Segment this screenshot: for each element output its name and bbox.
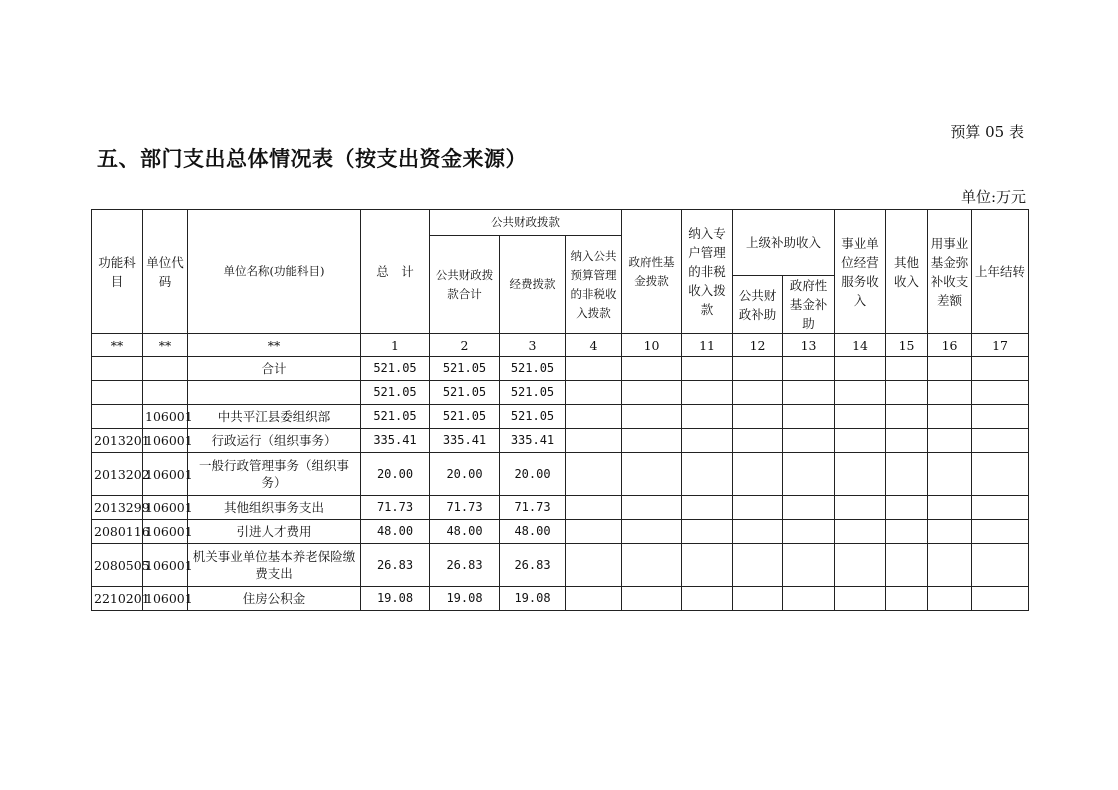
table-row (92, 520, 1029, 544)
unit-name-cell: 住房公积金 (188, 587, 361, 611)
total-cell: 521.05 (361, 381, 430, 405)
header-special-nontax: 纳入专户管理的非税收入拨款 (682, 210, 733, 334)
public-total-cell: 48.00 (430, 520, 500, 544)
public-total-cell: 521.05 (430, 381, 500, 405)
funding-cell: 26.83 (500, 544, 566, 587)
empty-cell (886, 405, 928, 429)
header-unit-code: 单位代码 (143, 210, 188, 334)
table-header (92, 210, 1029, 357)
unit-name-cell: 一般行政管理事务（组织事务） (188, 453, 361, 496)
header-fund-balance: 用事业基金弥补收支差额 (928, 210, 972, 334)
funding-cell: 521.05 (500, 381, 566, 405)
index-cell: 4 (566, 334, 622, 357)
empty-cell (928, 587, 972, 611)
unit-name-cell: 中共平江县委组织部 (188, 405, 361, 429)
total-cell: 26.83 (361, 544, 430, 587)
total-cell: 71.73 (361, 496, 430, 520)
empty-cell (682, 453, 733, 496)
total-cell: 335.41 (361, 429, 430, 453)
public-total-cell: 521.05 (430, 357, 500, 381)
total-cell: 521.05 (361, 357, 430, 381)
empty-cell (835, 496, 886, 520)
empty-cell (835, 587, 886, 611)
unit-name-cell (188, 381, 361, 405)
empty-cell (928, 496, 972, 520)
empty-cell (886, 453, 928, 496)
index-cell: 10 (622, 334, 682, 357)
index-cell: 1 (361, 334, 430, 357)
table-row (92, 381, 1029, 405)
empty-cell (682, 357, 733, 381)
table-row (92, 429, 1029, 453)
empty-cell (682, 544, 733, 587)
header-superior-gov: 政府性基金补助 (783, 276, 835, 334)
unit-code-cell: 106001 (143, 429, 188, 453)
table-row (92, 587, 1029, 611)
empty-cell (886, 429, 928, 453)
public-total-cell: 335.41 (430, 429, 500, 453)
empty-cell (783, 587, 835, 611)
unit-code-cell: 106001 (143, 405, 188, 429)
unit-name-cell: 其他组织事务支出 (188, 496, 361, 520)
header-gov-fund: 政府性基金拨款 (622, 210, 682, 334)
empty-cell (622, 496, 682, 520)
empty-cell (622, 587, 682, 611)
func-code-cell (92, 381, 143, 405)
empty-cell (682, 405, 733, 429)
empty-cell (622, 453, 682, 496)
empty-cell (682, 520, 733, 544)
table-body (92, 357, 1029, 611)
column-index-row (92, 334, 1029, 357)
unit-code-cell (143, 381, 188, 405)
page-title: 五、部门支出总体情况表（按支出资金来源） (97, 147, 527, 171)
index-cell: 11 (682, 334, 733, 357)
public-total-cell: 521.05 (430, 405, 500, 429)
empty-cell (733, 587, 783, 611)
header-unit-name: 单位名称(功能科目) (188, 210, 361, 334)
funding-cell: 71.73 (500, 496, 566, 520)
func-code-cell: 2210201 (92, 587, 143, 611)
empty-cell (783, 453, 835, 496)
func-code-cell: 2080116 (92, 520, 143, 544)
public-total-cell: 71.73 (430, 496, 500, 520)
empty-cell (783, 357, 835, 381)
header-superior-public: 公共财政补助 (733, 276, 783, 334)
unit-name-cell: 机关事业单位基本养老保险缴费支出 (188, 544, 361, 587)
table-row (92, 405, 1029, 429)
empty-cell (928, 381, 972, 405)
empty-cell (566, 405, 622, 429)
table-number: 预算 05 表 (950, 123, 1024, 141)
empty-cell (566, 520, 622, 544)
func-code-cell: 2013201 (92, 429, 143, 453)
empty-cell (972, 496, 1029, 520)
header-nontax: 纳入公共预算管理的非税收入拨款 (566, 236, 622, 334)
func-code-cell: 2013202 (92, 453, 143, 496)
table-row (92, 453, 1029, 496)
empty-cell (566, 496, 622, 520)
index-cell: 13 (783, 334, 835, 357)
empty-cell (928, 357, 972, 381)
total-cell: 48.00 (361, 520, 430, 544)
empty-cell (733, 520, 783, 544)
empty-cell (972, 520, 1029, 544)
empty-cell (972, 453, 1029, 496)
index-cell: 14 (835, 334, 886, 357)
empty-cell (622, 381, 682, 405)
func-code-cell: 2080505 (92, 544, 143, 587)
empty-cell (622, 405, 682, 429)
empty-cell (622, 357, 682, 381)
empty-cell (783, 429, 835, 453)
funding-cell: 335.41 (500, 429, 566, 453)
public-total-cell: 19.08 (430, 587, 500, 611)
header-public-fiscal: 公共财政拨款 (430, 210, 622, 236)
empty-cell (972, 429, 1029, 453)
header-func-code: 功能科目 (92, 210, 143, 334)
empty-cell (972, 405, 1029, 429)
empty-cell (886, 544, 928, 587)
funding-cell: 20.00 (500, 453, 566, 496)
func-code-cell: 2013299 (92, 496, 143, 520)
unit-name-cell: 引进人才费用 (188, 520, 361, 544)
unit-label: 单位:万元 (960, 188, 1026, 206)
empty-cell (682, 496, 733, 520)
funding-cell: 521.05 (500, 357, 566, 381)
index-cell: 16 (928, 334, 972, 357)
header-public-fiscal-total: 公共财政拨款合计 (430, 236, 500, 334)
empty-cell (783, 381, 835, 405)
unit-code-cell: 106001 (143, 496, 188, 520)
unit-code-cell: 106001 (143, 520, 188, 544)
empty-cell (928, 544, 972, 587)
table-row (92, 496, 1029, 520)
empty-cell (928, 429, 972, 453)
func-code-cell (92, 405, 143, 429)
empty-cell (682, 381, 733, 405)
empty-cell (928, 520, 972, 544)
empty-cell (622, 544, 682, 587)
funding-cell: 48.00 (500, 520, 566, 544)
index-cell: 15 (886, 334, 928, 357)
empty-cell (835, 453, 886, 496)
total-cell: 521.05 (361, 405, 430, 429)
empty-cell (972, 544, 1029, 587)
header-last-year: 上年结转 (972, 210, 1029, 334)
empty-cell (566, 357, 622, 381)
index-cell: 3 (500, 334, 566, 357)
header-superior-subsidy: 上级补助收入 (733, 210, 835, 276)
func-code-cell (92, 357, 143, 381)
empty-cell (835, 405, 886, 429)
empty-cell (733, 496, 783, 520)
empty-cell (682, 587, 733, 611)
empty-cell (622, 429, 682, 453)
index-cell: ** (143, 334, 188, 357)
empty-cell (928, 405, 972, 429)
empty-cell (835, 381, 886, 405)
unit-name-cell: 合计 (188, 357, 361, 381)
empty-cell (783, 496, 835, 520)
index-cell: ** (92, 334, 143, 357)
empty-cell (733, 405, 783, 429)
public-total-cell: 26.83 (430, 544, 500, 587)
empty-cell (835, 429, 886, 453)
empty-cell (928, 453, 972, 496)
empty-cell (566, 381, 622, 405)
total-cell: 20.00 (361, 453, 430, 496)
empty-cell (886, 357, 928, 381)
empty-cell (566, 429, 622, 453)
header-other-income: 其他收入 (886, 210, 928, 334)
empty-cell (566, 453, 622, 496)
empty-cell (783, 520, 835, 544)
empty-cell (835, 544, 886, 587)
empty-cell (972, 587, 1029, 611)
index-cell: ** (188, 334, 361, 357)
empty-cell (886, 496, 928, 520)
empty-cell (733, 357, 783, 381)
empty-cell (566, 587, 622, 611)
empty-cell (682, 429, 733, 453)
unit-code-cell (143, 357, 188, 381)
index-cell: 2 (430, 334, 500, 357)
empty-cell (972, 357, 1029, 381)
unit-name-cell: 行政运行（组织事务） (188, 429, 361, 453)
empty-cell (733, 429, 783, 453)
unit-code-cell: 106001 (143, 544, 188, 587)
empty-cell (783, 544, 835, 587)
funding-cell: 521.05 (500, 405, 566, 429)
public-total-cell: 20.00 (430, 453, 500, 496)
empty-cell (972, 381, 1029, 405)
empty-cell (835, 520, 886, 544)
empty-cell (783, 405, 835, 429)
empty-cell (886, 587, 928, 611)
empty-cell (835, 357, 886, 381)
total-cell: 19.08 (361, 587, 430, 611)
empty-cell (886, 381, 928, 405)
index-cell: 12 (733, 334, 783, 357)
empty-cell (733, 544, 783, 587)
empty-cell (733, 453, 783, 496)
header-business-income: 事业单位经营服务收入 (835, 210, 886, 334)
budget-table (91, 209, 1029, 611)
unit-code-cell: 106001 (143, 587, 188, 611)
unit-code-cell: 106001 (143, 453, 188, 496)
empty-cell (733, 381, 783, 405)
funding-cell: 19.08 (500, 587, 566, 611)
table-row (92, 544, 1029, 587)
index-cell: 17 (972, 334, 1029, 357)
header-total: 总 计 (361, 210, 430, 334)
header-funding: 经费拨款 (500, 236, 566, 334)
empty-cell (622, 520, 682, 544)
empty-cell (566, 544, 622, 587)
table-row (92, 357, 1029, 381)
empty-cell (886, 520, 928, 544)
